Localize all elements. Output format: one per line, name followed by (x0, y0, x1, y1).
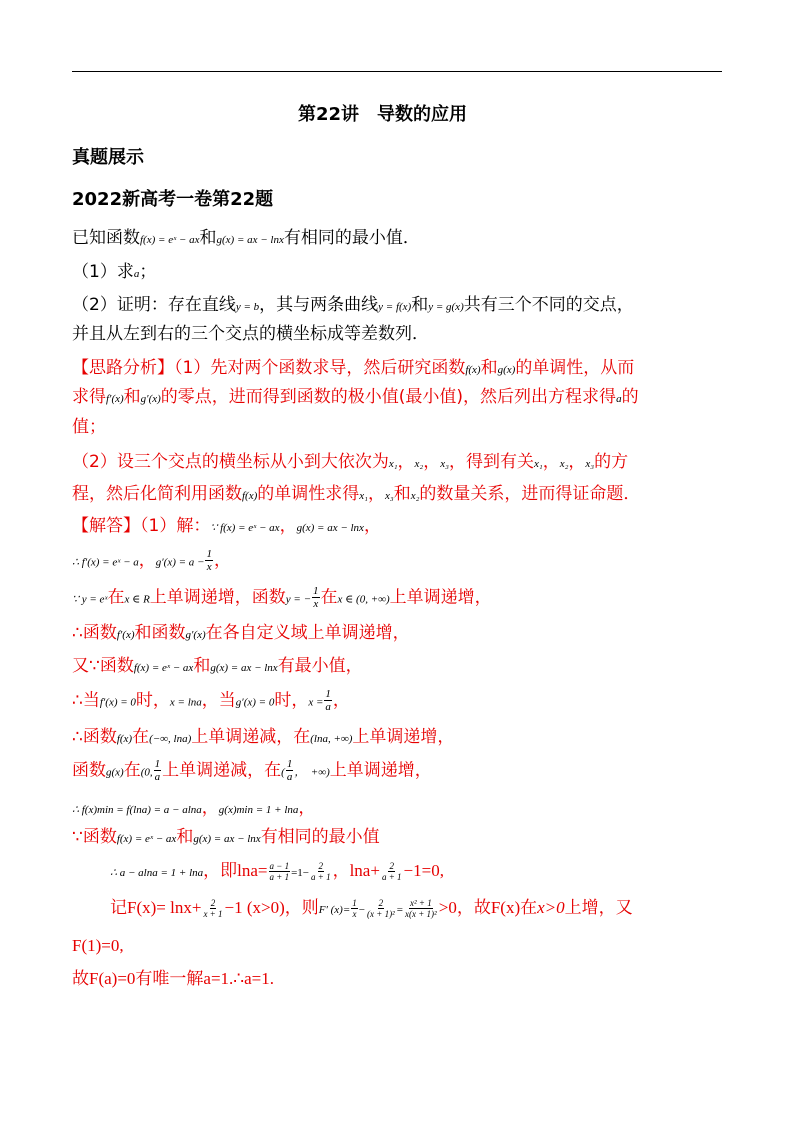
solution-line-5: 又∵函数f(x) = eˣ − ax和g(x) = ax − lnx有最小值， (72, 656, 363, 676)
problem-intro: 已知函数f(x) = eˣ − ax和g(x) = ax − lnx有相同的最小值． (72, 228, 420, 248)
solution-line-2: ∴ f′(x) = eˣ − a，g′(x) = a − $\frac{1}{x}$ ， (72, 548, 231, 573)
analysis-line-1: 【思路分析】（1）先对两个函数求导，然后研究函数f(x)和g(x)的单调性，从而 (72, 358, 635, 378)
analysis-line-3: 值； (72, 417, 106, 437)
solution-line-7: ∴函数f(x)在(−∞, lna)上单调递减，在(lna, +∞)上单调递增， (72, 727, 455, 747)
solution-line-8: 函数g(x)在(0, $\frac{1}{a}$ 上单调递减，在( $\frac{1}{a}$ ， +∞)上单调递增， (72, 758, 432, 783)
solution-line-4: ∴函数f′(x)和函数g′(x)在各自定义域上单调递增， (72, 623, 410, 643)
solution-line-12: 记F(x)= lnx+ $\frac{2}{x + 1}$ −1 (x>0)，则F′ (x)= $\frac{1}{x}$ − $\frac{2}{\text{(x + 1)²}}$ = $\frac{\text{x² + 1}}{\text{x(x + 1)²}}$ >0，故F(x)在x>0上增，又 (110, 897, 633, 919)
solution-line-6: ∴当f′(x) = 0时，x = lna，当g′(x) = 0时，x = $\frac{1}{a}$ ， (72, 688, 350, 713)
solution-line-11: ∴ a − alna = 1 + lna，即lna= $\frac{a - 1}{a + 1}$ =1− $\frac{2}{a + 1}$ ，lna+ $\frac{2}{a + 1}$ −1=0, (110, 860, 444, 882)
solution-line-9: ∴ f(x)min = f(lna) = a − alna，g(x)min = 1 + lna， (72, 798, 316, 818)
solution-line-13: F(1)=0, (72, 936, 124, 955)
question-1: （1）求a； (72, 262, 157, 282)
question-2-cont: 并且从左到右的三个交点的横坐标成等差数列． (72, 324, 429, 344)
solution-line-1: 【解答】（1）解：∵ f(x) = eˣ − ax，g(x) = ax − lnx， (72, 516, 381, 536)
analysis-line-4: （2）设三个交点的横坐标从小到大依次为x₁，x₂，x₃，得到有关x₁，x₂，x₃的方 (72, 452, 629, 472)
solution-line-10: ∵函数f(x) = eˣ − ax和g(x) = ax − lnx有相同的最小值 (72, 827, 380, 847)
problem-title: 2022新高考一卷第22题 (72, 189, 274, 210)
section-heading: 真题展示 (72, 147, 144, 168)
solution-line-14: 故F(a)=0有唯一解a=1.∴a=1. (72, 969, 275, 989)
page-title: 第22讲 导数的应用 (298, 104, 468, 125)
question-2: （2）证明：存在直线y = b，其与两条曲线y = f(x)和y = g(x)共有三个不同的交点， (72, 295, 634, 315)
analysis-line-2: 求得f′(x)和g′(x)的零点，进而得到函数的极小值(最小值)，然后列出方程求得a的 (72, 387, 639, 407)
analysis-line-5: 程，然后化简利用函数f(x)的单调性求得x₁，x₃和x₂的数量关系，进而得证命题． (72, 484, 641, 504)
solution-line-3: ∵ y = eˣ在x ∈ R上单调递增，函数y = − $\frac{1}{x}$ 在x ∈ (0, +∞)上单调递增， (72, 585, 492, 610)
header-rule (72, 71, 722, 72)
